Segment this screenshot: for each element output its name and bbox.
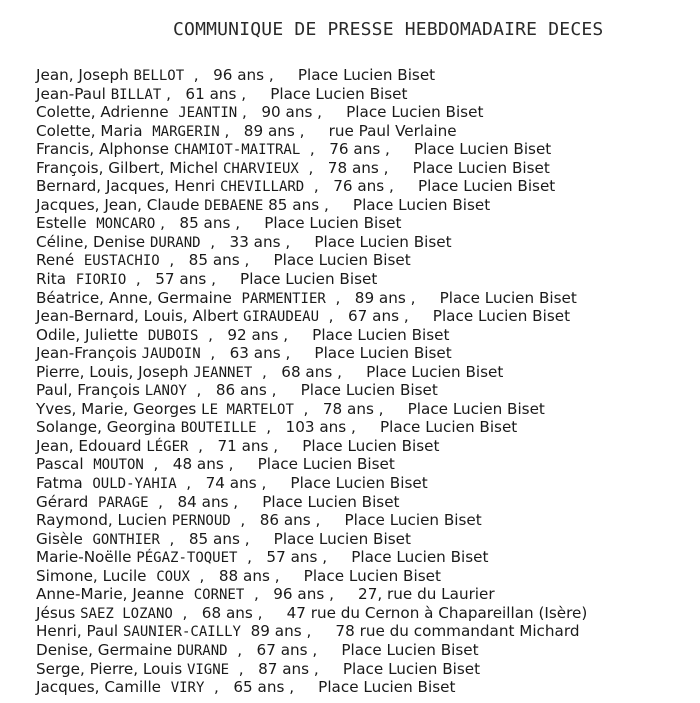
entry-first-names: Gisèle bbox=[36, 529, 93, 548]
entry-last-name: PÉGAZ-TOQUET bbox=[136, 550, 238, 567]
entry-age-and-place: , 85 ans , Place Lucien Biset bbox=[155, 214, 402, 233]
entry-age-and-place: , 96 ans , Place Lucien Biset bbox=[184, 66, 436, 84]
entry-first-names: Fatma bbox=[36, 474, 93, 493]
obituary-entry bbox=[36, 641, 587, 660]
entry-last-name: DEBAENE bbox=[204, 197, 264, 214]
entry-last-name: PARAGE bbox=[97, 494, 149, 511]
obituary-entry bbox=[36, 103, 587, 122]
entry-last-name: GONTHIER bbox=[92, 531, 160, 548]
entry-last-name: DURAND bbox=[177, 642, 228, 659]
entry-age-and-place: , 86 ans , Place Lucien Biset bbox=[230, 511, 482, 530]
document-title: COMMUNIQUE DE PRESSE HEBDOMADAIRE DECES bbox=[173, 19, 604, 40]
entry-age-and-place: , 85 ans , Place Lucien Biset bbox=[159, 251, 411, 270]
entry-first-names: Gérard bbox=[36, 492, 98, 511]
obituary-entry bbox=[36, 548, 587, 567]
entry-first-names: Pierre, Louis, Joseph bbox=[36, 362, 194, 381]
entry-last-name: PARMENTIER bbox=[241, 290, 326, 307]
entry-first-names: Yves, Marie, Georges bbox=[36, 399, 202, 418]
entry-first-names: Colette, Maria bbox=[36, 121, 153, 140]
entry-last-name: DURAND bbox=[149, 234, 201, 251]
entry-age-and-place: , 76 ans , Place Lucien Biset bbox=[304, 177, 556, 196]
entry-age-and-place: , 68 ans , 47 rue du Cernon à Chapareillan (Isère) bbox=[172, 603, 588, 622]
entry-age-and-place: , 61 ans , Place Lucien Biset bbox=[161, 84, 408, 103]
obituary-entry bbox=[36, 66, 587, 85]
entry-first-names: Béatrice, Anne, Germaine bbox=[36, 288, 242, 307]
entry-first-names: Jésus bbox=[36, 603, 81, 622]
obituary-entry bbox=[36, 567, 587, 586]
entry-age-and-place: 85 ans , Place Lucien Biset bbox=[263, 195, 491, 214]
obituary-entry bbox=[36, 418, 587, 437]
entry-age-and-place: , 78 ans , Place Lucien Biset bbox=[298, 158, 550, 177]
entry-age-and-place: , 71 ans , Place Lucien Biset bbox=[188, 436, 440, 455]
entry-first-names: Jean, Joseph bbox=[36, 66, 134, 84]
entry-last-name: DUBOIS bbox=[147, 327, 199, 344]
entry-first-names: Paul, François bbox=[36, 381, 145, 400]
entry-age-and-place: , 76 ans , Place Lucien Biset bbox=[300, 140, 552, 159]
entry-first-names: Serge, Pierre, Louis bbox=[36, 659, 187, 678]
entry-first-names: Odile, Juliette bbox=[36, 325, 148, 344]
obituary-entry bbox=[36, 585, 587, 604]
entry-age-and-place: , 86 ans , Place Lucien Biset bbox=[186, 381, 438, 400]
entry-last-name: VIGNE bbox=[186, 661, 230, 678]
entry-first-names: François, Gilbert, Michel bbox=[36, 158, 223, 177]
entry-first-names: Raymond, Lucien bbox=[36, 511, 172, 530]
entry-age-and-place: , 84 ans , Place Lucien Biset bbox=[148, 492, 400, 511]
entry-age-and-place: , 67 ans , Place Lucien Biset bbox=[319, 307, 571, 326]
entry-last-name: SAEZ LOZANO bbox=[80, 605, 173, 622]
obituary-entry bbox=[36, 474, 587, 493]
entry-first-names: Céline, Denise bbox=[36, 232, 150, 251]
entry-age-and-place: , 67 ans , Place Lucien Biset bbox=[227, 640, 479, 659]
entry-age-and-place: , 57 ans , Place Lucien Biset bbox=[237, 548, 489, 567]
obituary-entry bbox=[36, 381, 587, 400]
entry-age-and-place: , 78 ans , Place Lucien Biset bbox=[293, 399, 545, 418]
entry-first-names: Estelle bbox=[36, 214, 97, 233]
obituary-entry bbox=[36, 622, 587, 641]
entry-age-and-place: , 96 ans , 27, rue du Laurier bbox=[244, 585, 495, 604]
entry-first-names: Jean-Paul bbox=[36, 84, 111, 103]
obituary-entry bbox=[36, 400, 587, 419]
entry-age-and-place: 89 ans , 78 rue du commandant Michard bbox=[240, 622, 580, 641]
entry-age-and-place: , 88 ans , Place Lucien Biset bbox=[189, 566, 441, 585]
obituary-entry bbox=[36, 251, 587, 270]
obituary-entry bbox=[36, 530, 587, 549]
entry-age-and-place: , 85 ans , Place Lucien Biset bbox=[159, 529, 411, 548]
obituary-entry bbox=[36, 604, 587, 623]
obituary-entry bbox=[36, 270, 587, 289]
entry-first-names: Henri, Paul bbox=[36, 622, 123, 641]
entry-age-and-place: , 103 ans , Place Lucien Biset bbox=[256, 418, 518, 437]
entry-last-name: CHARVIEUX bbox=[222, 160, 299, 177]
entry-last-name: LE MARTELOT bbox=[201, 401, 294, 418]
entry-last-name: FIORIO bbox=[75, 272, 127, 289]
entry-first-names: Jean-Bernard, Louis, Albert bbox=[36, 307, 244, 326]
obituary-entry bbox=[36, 455, 587, 474]
entry-last-name: SAUNIER-CAILLY bbox=[122, 624, 241, 641]
entry-age-and-place: , 63 ans , Place Lucien Biset bbox=[200, 344, 452, 363]
entry-last-name: GIRAUDEAU bbox=[243, 309, 320, 326]
obituary-entry bbox=[36, 326, 587, 345]
entry-age-and-place: , 33 ans , Place Lucien Biset bbox=[200, 232, 452, 251]
obituary-entry bbox=[36, 344, 587, 363]
entry-last-name: CHAMIOT-MAITRAL bbox=[173, 142, 301, 159]
entry-last-name: PERNOUD bbox=[171, 513, 231, 530]
entry-age-and-place: , 89 ans , rue Paul Verlaine bbox=[219, 121, 457, 140]
obituary-entry bbox=[36, 196, 587, 215]
entry-first-names: Francis, Alphonse bbox=[36, 140, 174, 159]
entry-last-name: MOUTON bbox=[93, 457, 144, 474]
entry-first-names: Marie-Noëlle bbox=[36, 548, 137, 567]
entry-last-name: VIRY bbox=[170, 680, 205, 697]
entry-last-name: BOUTEILLE bbox=[180, 420, 257, 437]
obituary-entry bbox=[36, 159, 587, 178]
obituary-entry bbox=[36, 177, 587, 196]
obituary-entry bbox=[36, 289, 587, 308]
entry-first-names: Denise, Germaine bbox=[36, 640, 178, 659]
entry-first-names: Jacques, Camille bbox=[36, 678, 171, 697]
entry-first-names: Bernard, Jacques, Henri bbox=[36, 177, 220, 196]
obituary-entry bbox=[36, 363, 587, 382]
obituary-entry bbox=[36, 140, 587, 159]
entry-first-names: Jean-François bbox=[36, 344, 142, 363]
entry-age-and-place: , 92 ans , Place Lucien Biset bbox=[198, 325, 450, 344]
entry-first-names: Anne-Marie, Jeanne bbox=[36, 585, 194, 604]
entry-last-name: MARGERIN bbox=[152, 123, 220, 140]
obituary-entry bbox=[36, 678, 587, 697]
entry-age-and-place: , 89 ans , Place Lucien Biset bbox=[325, 288, 577, 307]
entry-last-name: CORNET bbox=[193, 587, 245, 604]
obituary-entry bbox=[36, 122, 587, 141]
entry-age-and-place: , 87 ans , Place Lucien Biset bbox=[229, 659, 481, 678]
entry-last-name: JEANTIN bbox=[178, 105, 238, 122]
entry-last-name: EUSTACHIO bbox=[83, 253, 160, 270]
entry-first-names: René bbox=[36, 251, 84, 270]
entry-age-and-place: , 68 ans , Place Lucien Biset bbox=[252, 362, 504, 381]
obituary-entry bbox=[36, 233, 587, 252]
entry-last-name: CHEVILLARD bbox=[219, 179, 305, 196]
entry-last-name: MONCARO bbox=[96, 216, 156, 233]
entry-first-names: Pascal bbox=[36, 455, 94, 474]
entry-age-and-place: , 65 ans , Place Lucien Biset bbox=[204, 678, 456, 697]
obituary-entry bbox=[36, 214, 587, 233]
entry-first-names: Colette, Adrienne bbox=[36, 103, 179, 122]
entry-first-names: Jean, Edouard bbox=[36, 436, 147, 455]
entry-age-and-place: , 90 ans , Place Lucien Biset bbox=[237, 103, 484, 122]
entry-last-name: OULD-YAHIA bbox=[92, 476, 177, 493]
entry-last-name: COUX bbox=[156, 568, 190, 585]
obituary-entry bbox=[36, 493, 587, 512]
entry-age-and-place: , 57 ans , Place Lucien Biset bbox=[126, 270, 378, 289]
entry-first-names: Rita bbox=[36, 270, 76, 289]
obituary-entry bbox=[36, 511, 587, 530]
obituary-entry bbox=[36, 660, 587, 679]
obituary-entry bbox=[36, 437, 587, 456]
entry-last-name: LANOY bbox=[144, 383, 187, 400]
entry-first-names: Jacques, Jean, Claude bbox=[36, 195, 205, 214]
obituary-entry bbox=[36, 85, 587, 104]
entry-last-name: BELLOT bbox=[133, 68, 185, 84]
entry-first-names: Solange, Georgina bbox=[36, 418, 181, 437]
obituary-entry bbox=[36, 307, 587, 326]
entry-age-and-place: , 48 ans , Place Lucien Biset bbox=[143, 455, 395, 474]
entry-last-name: LÉGER bbox=[146, 438, 189, 455]
entry-last-name: JAUDOIN bbox=[141, 346, 201, 363]
entry-last-name: JEANNET bbox=[193, 364, 253, 381]
entry-first-names: Simone, Lucile bbox=[36, 566, 157, 585]
obituary-list bbox=[36, 66, 587, 697]
entry-age-and-place: , 74 ans , Place Lucien Biset bbox=[176, 474, 428, 493]
entry-last-name: BILLAT bbox=[110, 86, 162, 103]
